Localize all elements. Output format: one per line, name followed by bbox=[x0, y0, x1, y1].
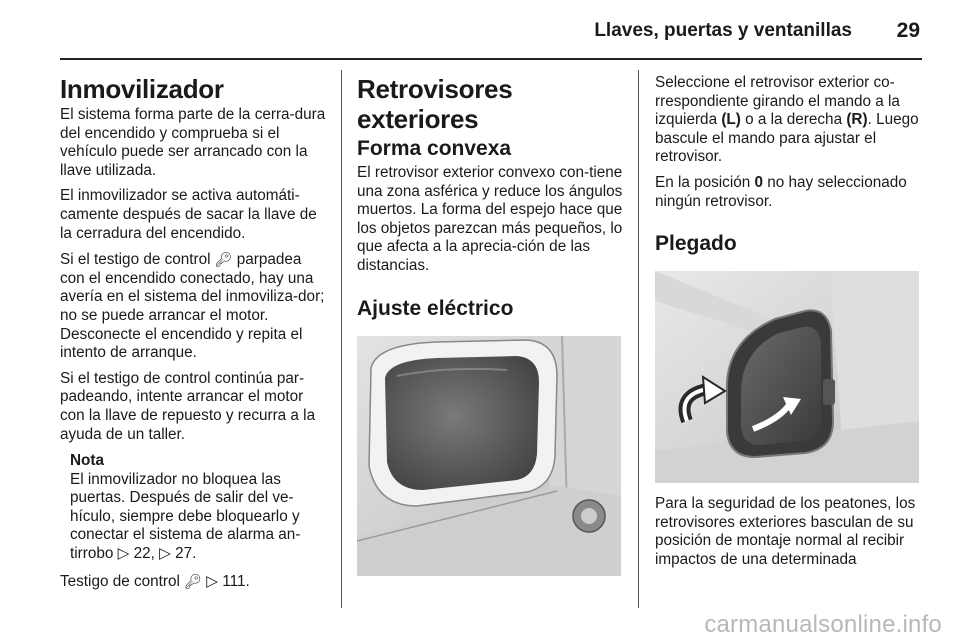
watermark: carmanualsonline.info bbox=[704, 611, 942, 638]
note-block bbox=[70, 452, 328, 564]
immobilizer-paragraph-4: Si el testigo de control continúa par-padeando, intente arrancar el motor con la llave de repuesto y recurra a la ayuda de un taller. bbox=[60, 369, 316, 443]
column-divider-1 bbox=[341, 70, 342, 608]
section-title: Llaves, puertas y ventanillas bbox=[594, 20, 852, 41]
immobilizer-paragraph-1: El sistema forma parte de la cerra-dura del encendido y comprueba si el vehículo puede ser arrancado con la llave utilizada. bbox=[60, 106, 326, 179]
position-zero-paragraph: En la posición 0 no hay seleccionado ningún retrovisor. bbox=[655, 173, 907, 210]
convex-shape-heading: Forma convexa bbox=[357, 137, 512, 160]
page-reference-triangle-icon: ▷ bbox=[206, 572, 218, 590]
folding-heading: Plegado bbox=[655, 232, 737, 256]
mirror-adjust-figure bbox=[357, 336, 621, 576]
column-exterior-mirrors bbox=[357, 74, 625, 576]
column-mirror-fold bbox=[655, 74, 923, 577]
folding-paragraph: Para la seguridad de los peatones, los retrovisores exteriores basculan de su posición de montaje normal al recibir impactos de una determinada bbox=[655, 495, 916, 568]
note-label: Nota bbox=[70, 452, 104, 470]
immobilizer-heading: Inmovilizador bbox=[60, 74, 224, 104]
note-reference-22[interactable]: 22, bbox=[133, 545, 155, 563]
page-number: 29 bbox=[896, 19, 920, 42]
immobilizer-paragraph-2: El inmovilizador se activa automáti-camente después de sacar la llave de la cerradura del encendido. bbox=[60, 187, 317, 242]
electric-adjust-heading: Ajuste eléctrico bbox=[357, 296, 514, 320]
car-key-icon: 🔑︎ bbox=[214, 251, 233, 268]
car-key-icon: 🔑︎ bbox=[184, 572, 202, 589]
convex-shape-paragraph: El retrovisor exterior convexo con-tiene una zona asférica y reduce los ángulos muertos. La forma del espejo hace que los objetos parezcan más pequeños, lo que afecta a la aprecia-ción de las distancias. bbox=[357, 164, 623, 274]
immobilizer-paragraph-3: Si el testigo de control 🔑︎ parpadea con el encendido conectado, hay una avería en el sistema del inmoviliza-dor; no se puede arrancar el motor. Desconecte el encendido y repita el intento de arranque. bbox=[60, 251, 325, 362]
page-header bbox=[0, 0, 960, 58]
page-reference-triangle-icon: ▷ bbox=[159, 545, 171, 563]
mirror-select-paragraph: Seleccione el retrovisor exterior co-rrespondiente girando el mando a la izquierda (L) o a la derecha (R). Luego bascule el mando para ajustar el retrovisor. bbox=[655, 74, 919, 166]
warning-light-reference: Testigo de control 🔑︎ ▷ 111. bbox=[60, 572, 250, 590]
note-reference-27[interactable]: 27. bbox=[175, 545, 197, 563]
header-divider bbox=[60, 58, 922, 60]
column-immobilizer bbox=[60, 74, 328, 598]
exterior-mirrors-heading: Retrovisores exteriores bbox=[357, 74, 513, 134]
note-text: El inmovilizador no bloquea las puertas. Después de salir del ve-hículo, siempre debe bloquearlo y conectar el sistema de alarma an-tirrobo bbox=[70, 470, 301, 563]
column-divider-2 bbox=[638, 70, 639, 608]
mirror-fold-figure bbox=[655, 271, 919, 483]
reference-111[interactable]: 111. bbox=[222, 572, 250, 590]
page-reference-triangle-icon: ▷ bbox=[117, 545, 130, 563]
